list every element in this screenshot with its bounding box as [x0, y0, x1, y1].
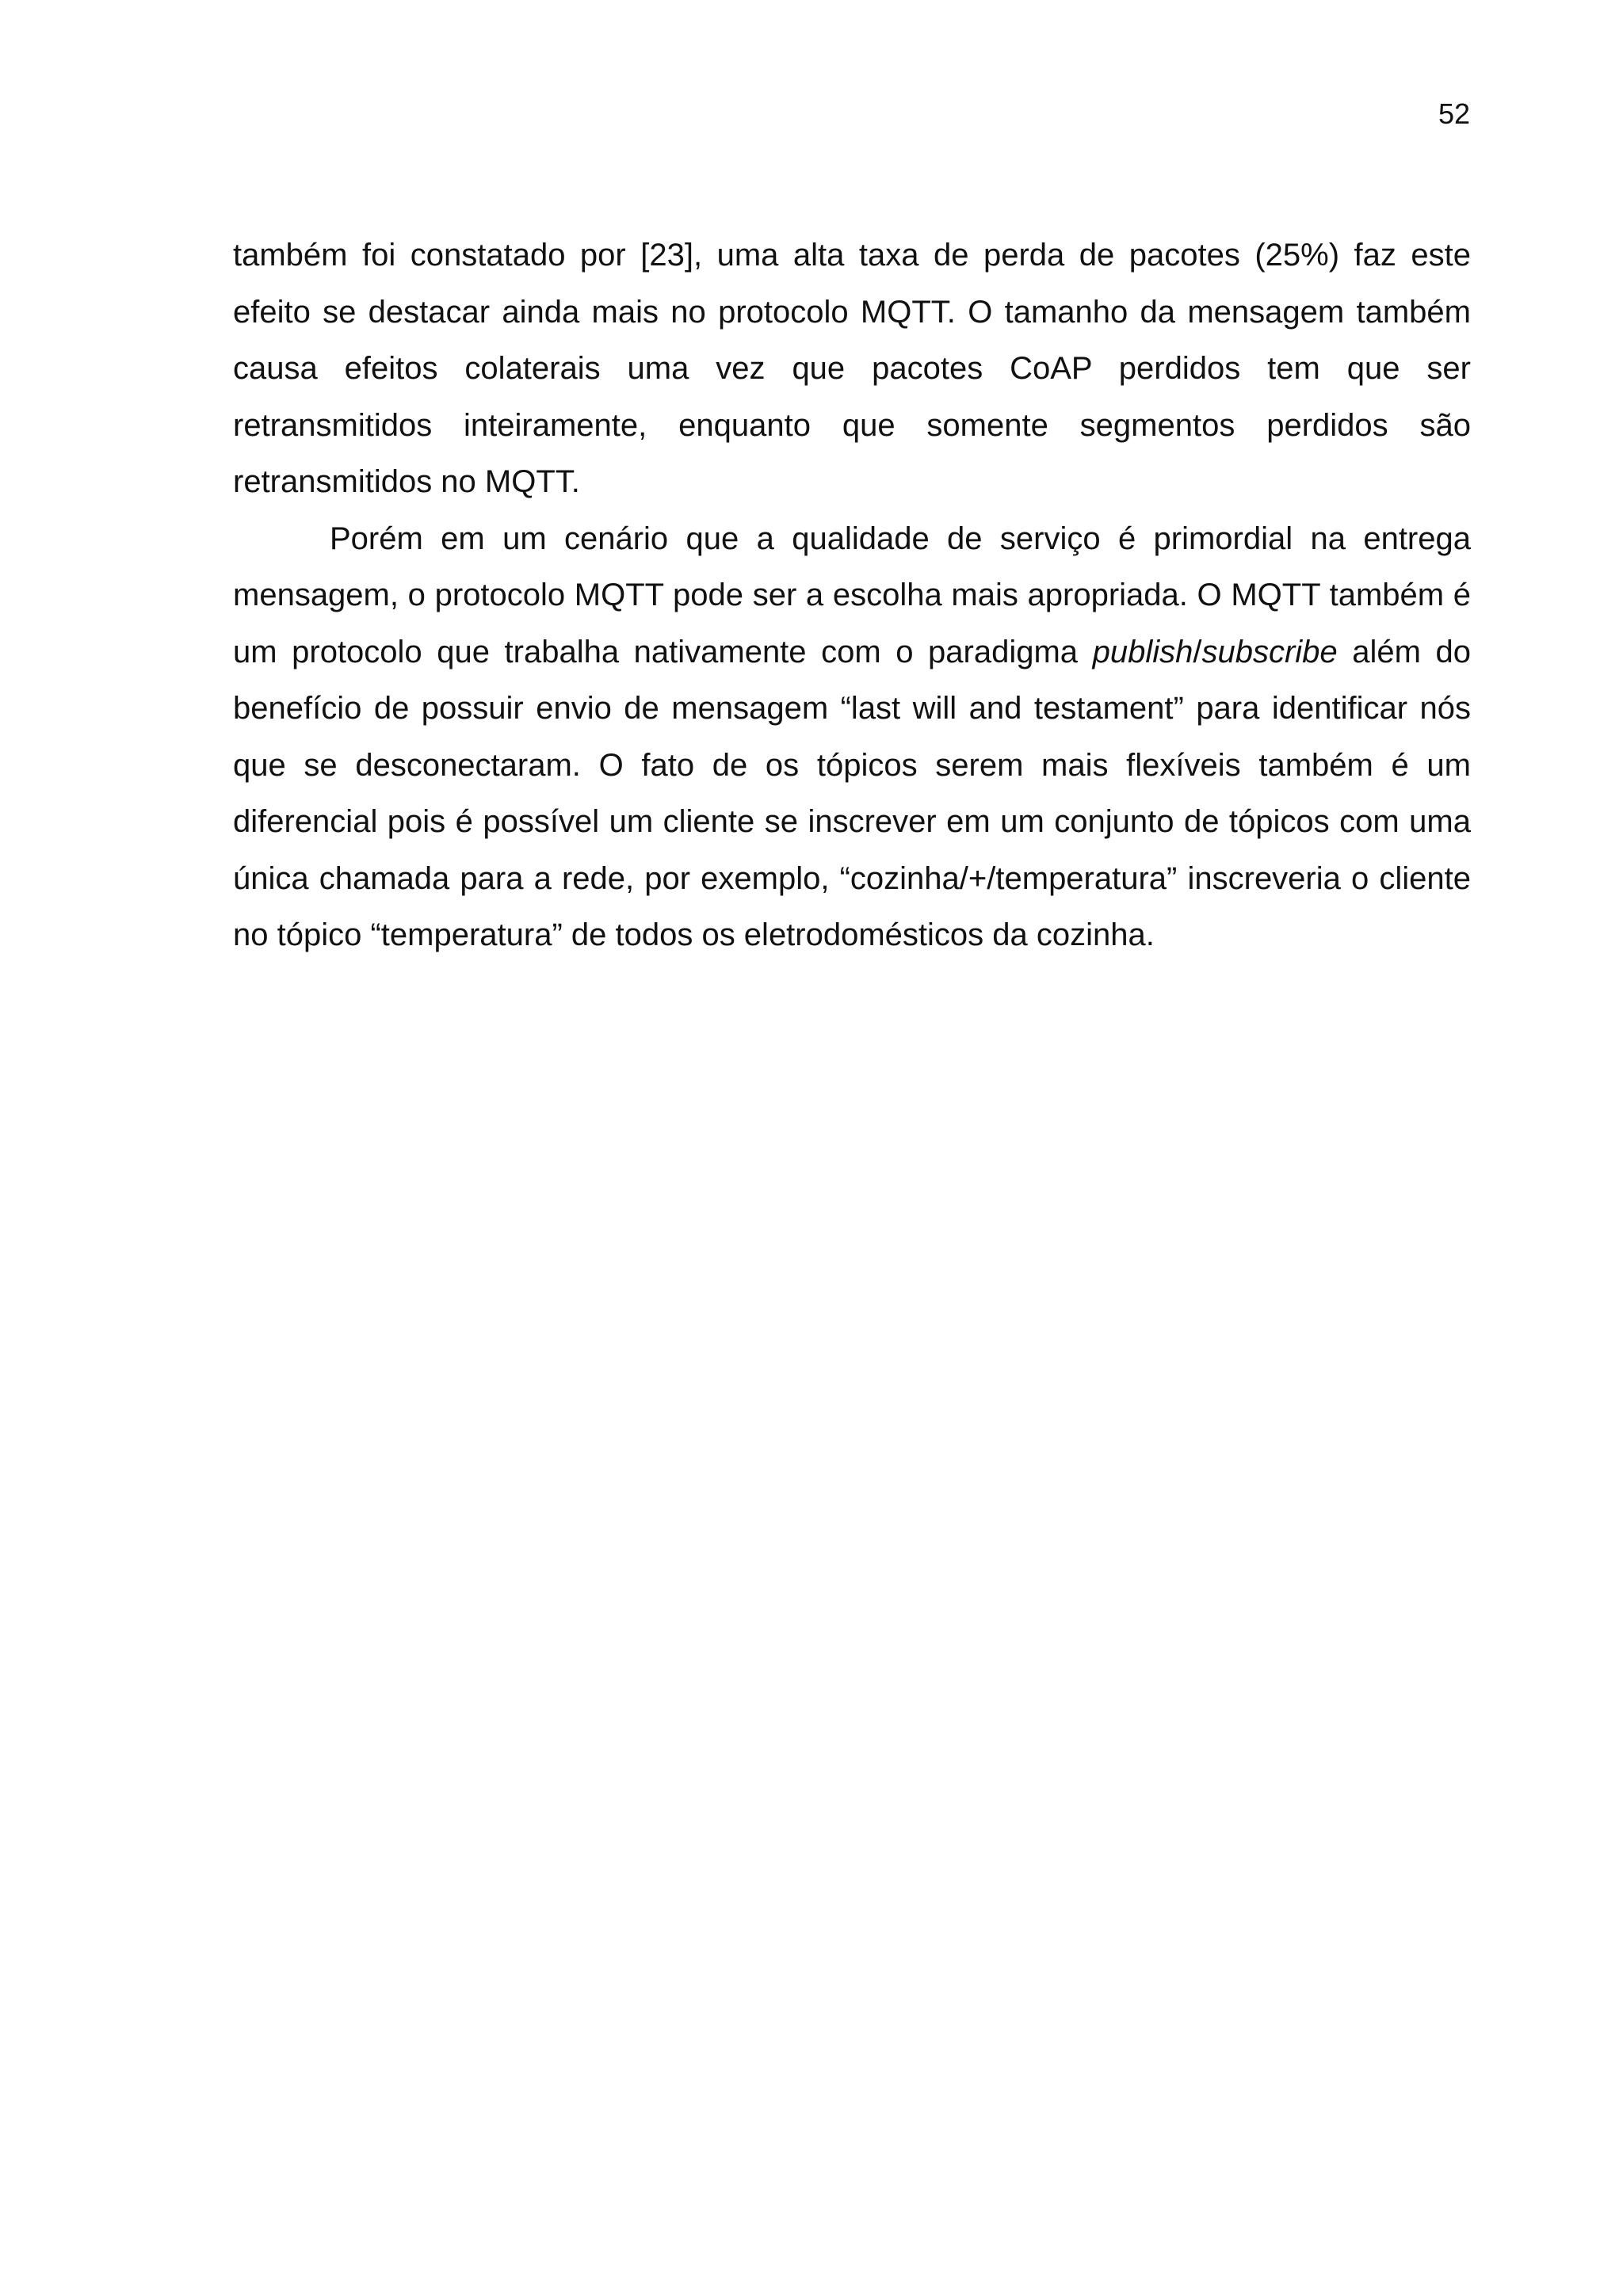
paragraph-2 [233, 511, 1471, 964]
paragraph-1: também foi constatado por [23], uma alta taxa de perda de pacotes (25%) faz este efeito se destacar ainda mais no protocolo MQTT. O tamanho da mensagem também causa efeitos colaterais uma vez que pacotes CoAP perdidos tem que ser retransmitidos inteiramente, enquanto que somente segmentos perdidos são retransmitidos no MQTT. [233, 238, 1471, 499]
italic-term-subscribe: subscribe [1201, 634, 1338, 669]
term-separator: / [1193, 634, 1202, 669]
page-number: 52 [1438, 97, 1470, 130]
paragraph-2-part-1: Porém em um cenário que a qualidade de serviço é primordial na entrega mensagem, o protocolo MQTT pode ser a escolha mais apropriada. O MQTT também é um protocolo que trabalha nativamente com o paradigma [233, 521, 1471, 669]
italic-term-publish: publish [1092, 634, 1193, 669]
body-text [233, 227, 1471, 964]
paragraph-2-part-2: além do benefício de possuir envio de mensagem “last will and testament” para identificar nós que se desconectaram. O fato de os tópicos serem mais flexíveis também é um diferencial pois é possível um cliente se inscrever em um conjunto de tópicos com uma única chamada para a rede, por exemplo, “cozinha/+/temperatura” inscreveria o cliente no tópico “temperatura” de todos os eletrodomésticos da cozinha. [233, 634, 1471, 952]
